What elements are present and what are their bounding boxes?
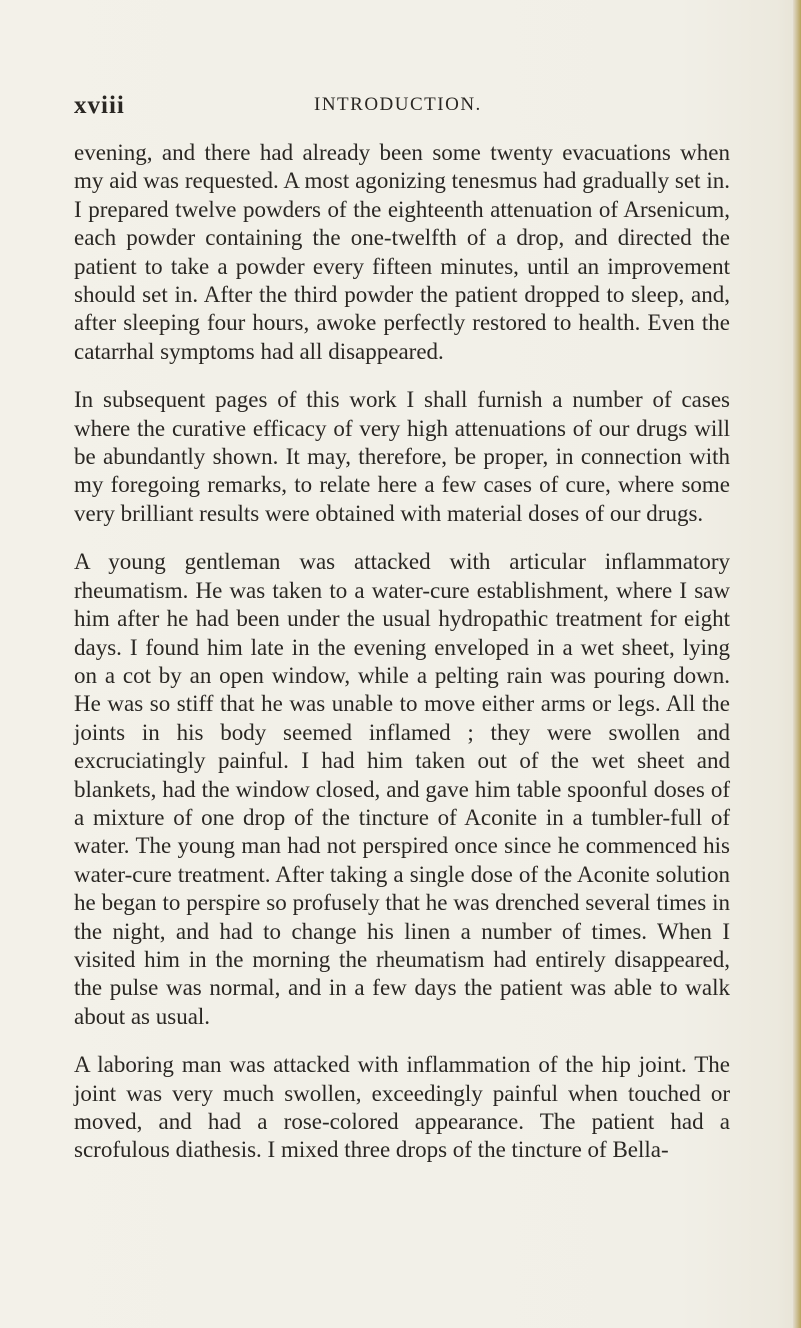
page-edge	[793, 0, 801, 1328]
body-text	[74, 139, 730, 1165]
paragraph: A laboring man was attacked with inflammation of the hip joint. The joint was very much swollen, exceedingly painful when touched or moved, and had a rose-colored appearance. The patient had a scrofulous diathesis. I mixed three drops of the tincture of Bella-	[74, 1052, 730, 1163]
paragraph: A young gentleman was attacked with articular inflammatory rheumatism. He was taken to a water-cure establishment, where I saw him after he had been under the usual hydropathic treatment for eight days. I found him late in the evening enveloped in a wet sheet, lying on a cot by an open window, while a pelting rain was pouring down. He was so stiff that he was unable to move either arms or legs. All the joints in his body seemed inflamed ; they were swollen and excruciatingly painful. I had him taken out of the wet sheet and blankets, had the window closed, and gave him table spoonful doses of a mixture of one drop of the tincture of Aconite in a tumbler-full of water. The young man had not perspired once since he commenced his water-cure treatment. After taking a single dose of the Aconite solution he began to perspire so profusely that he was drenched several times in the night, and had to change his linen a number of times. When I visited him in the morning the rheumatism had entirely disappeared, the pulse was normal, and in a few days the patient was able to walk about as usual.	[74, 549, 730, 1029]
page-header	[74, 92, 734, 120]
running-head: INTRODUCTION.	[314, 94, 482, 115]
page-number: xviii	[74, 92, 125, 119]
paragraph: In subsequent pages of this work I shall furnish a number of cases where the curative efficacy of very high attenuations of our drugs will be abundantly shown. It may, therefore, be proper, in connection with my foregoing remarks, to relate here a few cases of cure, where some very brilliant results were obtained with material doses of our drugs.	[74, 387, 730, 526]
paragraph: evening, and there had already been some twenty evacuations when my aid was requested. A most agonizing tenesmus had gradually set in. I prepared twelve powders of the eighteenth attenuation of Arsenicum, each powder containing the one-twelfth of a drop, and directed the patient to take a powder every fifteen minutes, until an improvement should set in. After the third powder the patient dropped to sleep, and, after sleeping four hours, awoke perfectly restored to health. Even the catarrhal symptoms had all disappeared.	[74, 140, 730, 364]
